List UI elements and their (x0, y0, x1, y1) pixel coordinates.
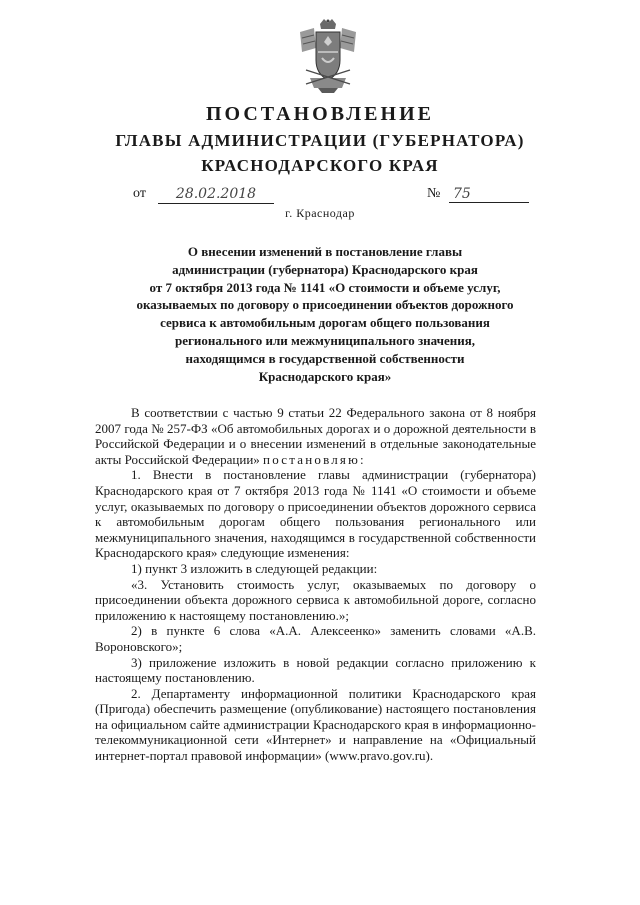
body-paragraph-item-2: 2. Департаменту информационной политики Краснодарского края (Пригода) обеспечить размещение (опубликование) настоящего постановления на официальном сайте администрации Краснодарского края в информационно-телекоммуникационной сети «Интернет» и направление на «Официальный интернет-портал правовой информации» (www.pravo.gov.ru). (95, 685, 536, 764)
body-paragraph-preamble (95, 405, 536, 467)
document-number-value: 75 (449, 186, 529, 203)
title-line: от 7 октября 2013 года № 1141 «О стоимости и объеме услуг, (149, 279, 501, 295)
resolution-word: постановляю: (263, 451, 366, 467)
title-line: Краснодарского края» (258, 368, 392, 384)
date-prefix-label: от (133, 186, 146, 201)
body-paragraph-item-1: 1. Внести в постановление главы администрации (губернатора) Краснодарского края от 7 октября 2013 года № 1141 «О стоимости и объеме услуг, оказываемых по договору о присоединении объектов дорожного сервиса к автомобильным дорогам общего пользования регионального или межмуниципального значения, находящимся в государственной собственности Краснодарского края» следующие изменения: (95, 467, 536, 561)
body-paragraph-subitem-2: 2) в пункте 6 слова «А.А. Алексеенко» заменить словами «А.В. Вороновского»; (95, 623, 536, 654)
title-line: регионального или межмуниципального значения, (174, 332, 476, 348)
city-label: г. Краснодар (285, 206, 355, 220)
title-line: администрации (губернатора) Краснодарского края (172, 261, 478, 277)
title-line: О внесении изменений в постановление главы (187, 244, 463, 259)
doc-type-heading: ПОСТАНОВЛЕНИЕ (206, 103, 434, 125)
title-line: сервиса к автомобильным дорогам общего пользования (160, 315, 490, 331)
title-line: оказываемых по договору о присоединении объектов дорожного (136, 297, 514, 313)
title-line: находящимся в государственной собственности (185, 350, 465, 366)
authority-heading-line1: ГЛАВЫ АДМИНИСТРАЦИИ (ГУБЕРНАТОРА) (115, 131, 525, 150)
coat-of-arms-emblem (296, 18, 360, 94)
date-value: 28.02.2018 (158, 186, 274, 204)
number-prefix-label: № (427, 186, 441, 201)
body-paragraph-subitem-1: 1) пункт 3 изложить в следующей редакции: (131, 560, 378, 576)
body-paragraph-subitem-3: 3) приложение изложить в новой редакции согласно приложению к настоящему постановлению. (95, 654, 536, 686)
preamble-text: В соответствии с частью 9 статьи 22 Федерального закона от 8 ноября 2007 года № 257-ФЗ «Об автомобильных дорогах и о дорожной деятельности в Российской Федерации и о внесении изменений в отдельные законодательные акты Российской Федерации» (95, 405, 536, 467)
document-title (125, 243, 525, 385)
body-paragraph-quoted-item: «3. Установить стоимость услуг, оказываемых по договору о присоединении объекта дорожного сервиса к автомобильной дороге, согласно приложению к настоящему постановлению.»; (95, 576, 536, 623)
document-body (95, 405, 536, 764)
authority-heading-line2: КРАСНОДАРСКОГО КРАЯ (201, 156, 439, 175)
